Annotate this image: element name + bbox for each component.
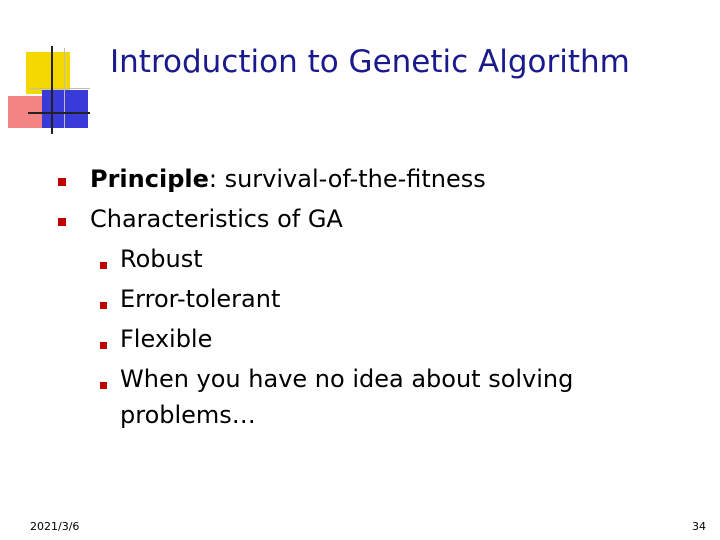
logo-horizontal-line bbox=[28, 112, 90, 114]
principle-text: : survival-of-the-fitness bbox=[208, 165, 486, 193]
page-number: 34 bbox=[692, 520, 706, 533]
logo-vertical-line bbox=[51, 46, 53, 134]
footer-date: 2021/3/6 bbox=[30, 520, 80, 533]
bullet-principle bbox=[90, 162, 486, 196]
subitem-error-tolerant: Error-tolerant bbox=[120, 285, 281, 313]
subitem-no-idea: When you have no idea about solving bbox=[120, 365, 574, 393]
logo-blue-square bbox=[42, 90, 88, 128]
principle-label: Principle bbox=[90, 165, 209, 193]
square-bullet-icon bbox=[58, 218, 66, 226]
logo-faint-horizontal-line bbox=[30, 88, 90, 89]
colored-squares-logo-icon bbox=[0, 0, 110, 140]
square-bullet-icon bbox=[100, 382, 107, 389]
bullet-characteristics: Characteristics of GA bbox=[90, 205, 343, 233]
subitem-flexible: Flexible bbox=[120, 325, 213, 353]
subitem-no-idea-continued: problems… bbox=[120, 401, 256, 429]
square-bullet-icon bbox=[100, 342, 107, 349]
subitem-robust: Robust bbox=[120, 245, 203, 273]
square-bullet-icon bbox=[58, 178, 66, 186]
slide-title: Introduction to Genetic Algorithm bbox=[110, 44, 630, 80]
square-bullet-icon bbox=[100, 262, 107, 269]
square-bullet-icon bbox=[100, 302, 107, 309]
